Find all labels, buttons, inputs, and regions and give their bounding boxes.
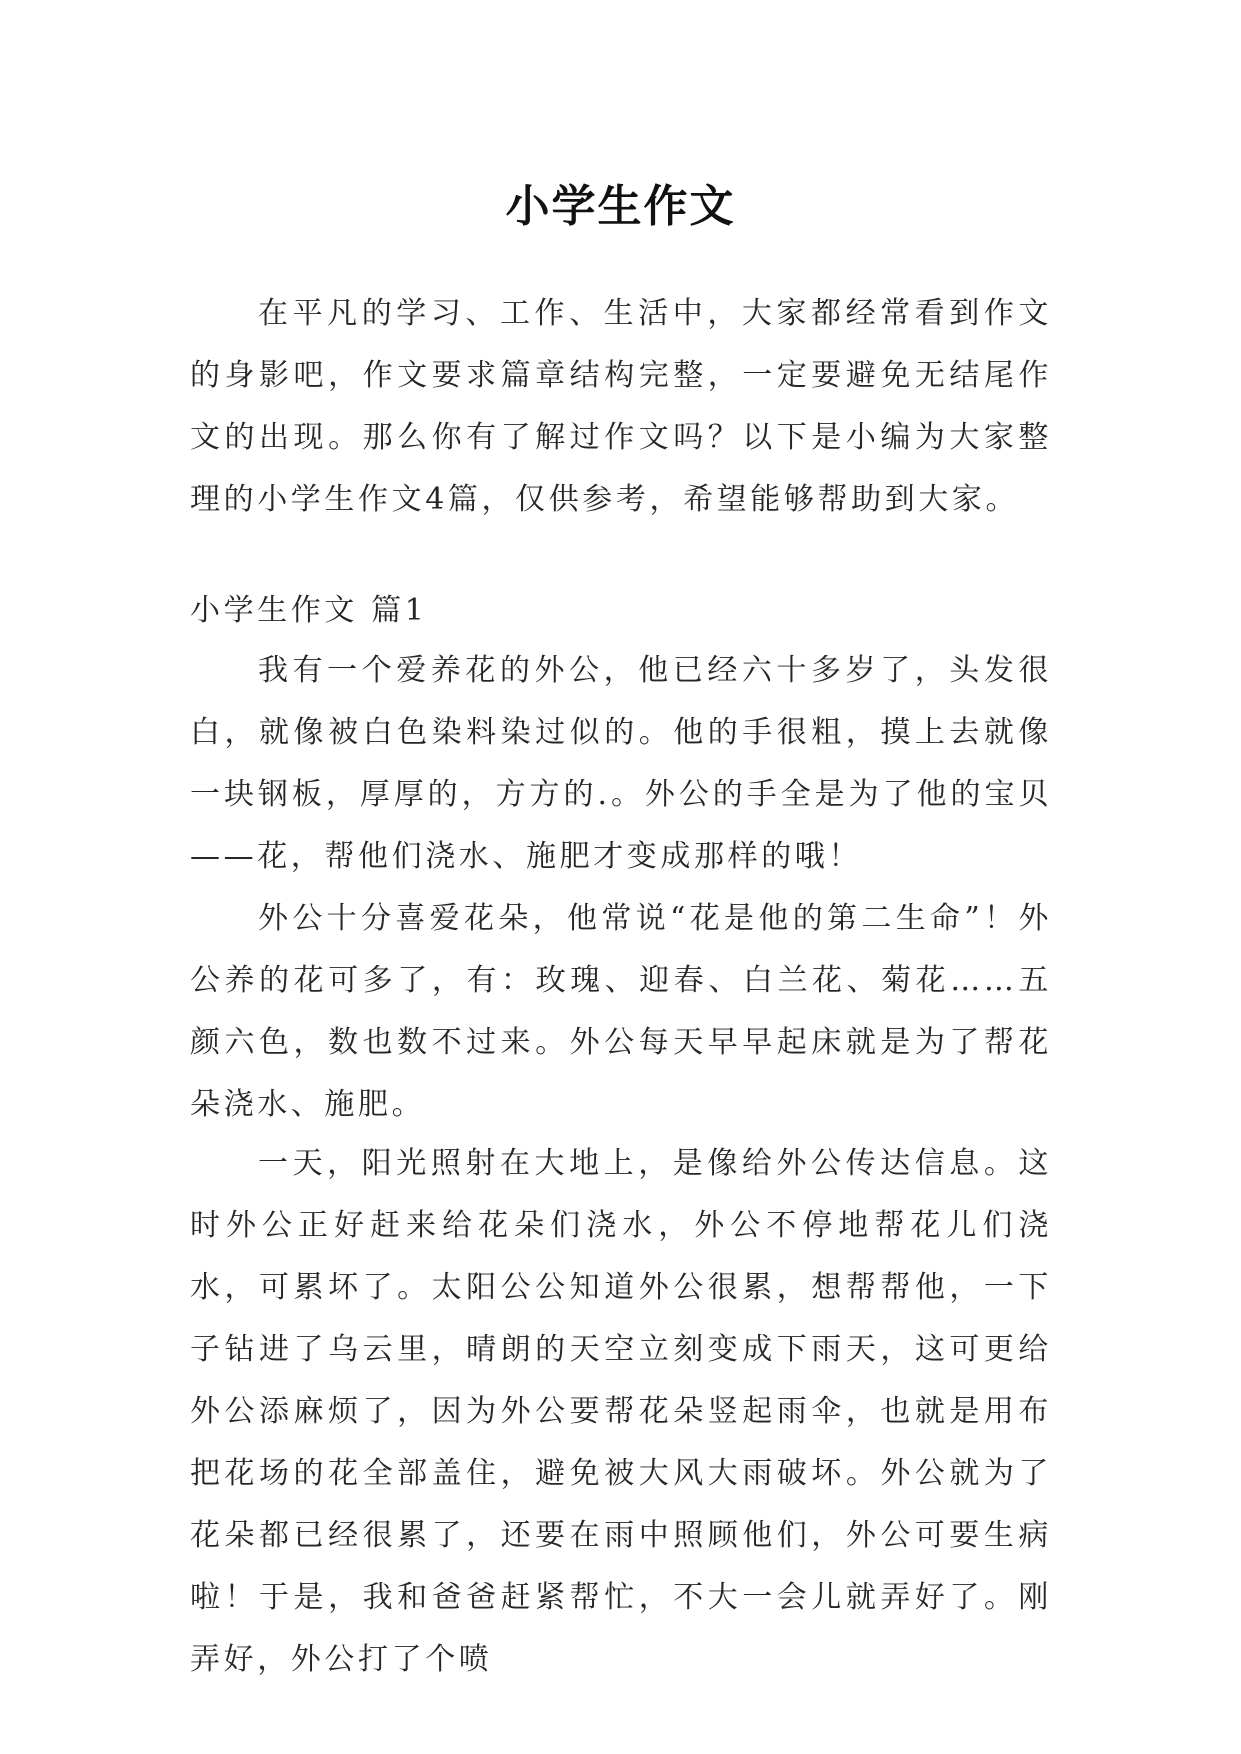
- section-heading: 小学生作文 篇1: [190, 593, 428, 628]
- body-paragraph: 我有一个爱养花的外公，他已经六十多岁了，头发很白，就像被白色染料染过似的。他的手很粗，摸上去就像一块钢板，厚厚的，方方的.。外公的手全是为了他的宝贝——花，帮他们浇水、施肥才变成那样的哦！: [190, 653, 1052, 874]
- body-paragraph: 一天，阳光照射在大地上，是像给外公传达信息。这时外公正好赶来给花朵们浇水，外公不停地帮花儿们浇水，可累坏了。太阳公公知道外公很累，想帮帮他，一下子钻进了乌云里，晴朗的天空立刻变成下雨天，这可更给外公添麻烦了，因为外公要帮花朵竖起雨伞，也就是用布把花场的花全部盖住，避免被大风大雨破坏。外公就为了花朵都已经很累了，还要在雨中照顾他们，外公可要生病啦！于是，我和爸爸赶紧帮忙，不大一会儿就弄好了。刚弄好，外公打了个喷: [190, 1146, 1052, 1677]
- document-title: 小学生作文: [505, 181, 736, 233]
- intro-paragraph: 在平凡的学习、工作、生活中，大家都经常看到作文的身影吧，作文要求篇章结构完整，一定要避免无结尾作文的出现。那么你有了解过作文吗？以下是小编为大家整理的小学生作文4篇，仅供参考，希望能够帮助到大家。: [190, 296, 1052, 517]
- body-paragraph: 外公十分喜爱花朵，他常说“花是他的第二生命”！外公养的花可多了，有：玫瑰、迎春、白兰花、菊花……五颜六色，数也数不过来。外公每天早早起床就是为了帮花朵浇水、施肥。: [190, 901, 1052, 1122]
